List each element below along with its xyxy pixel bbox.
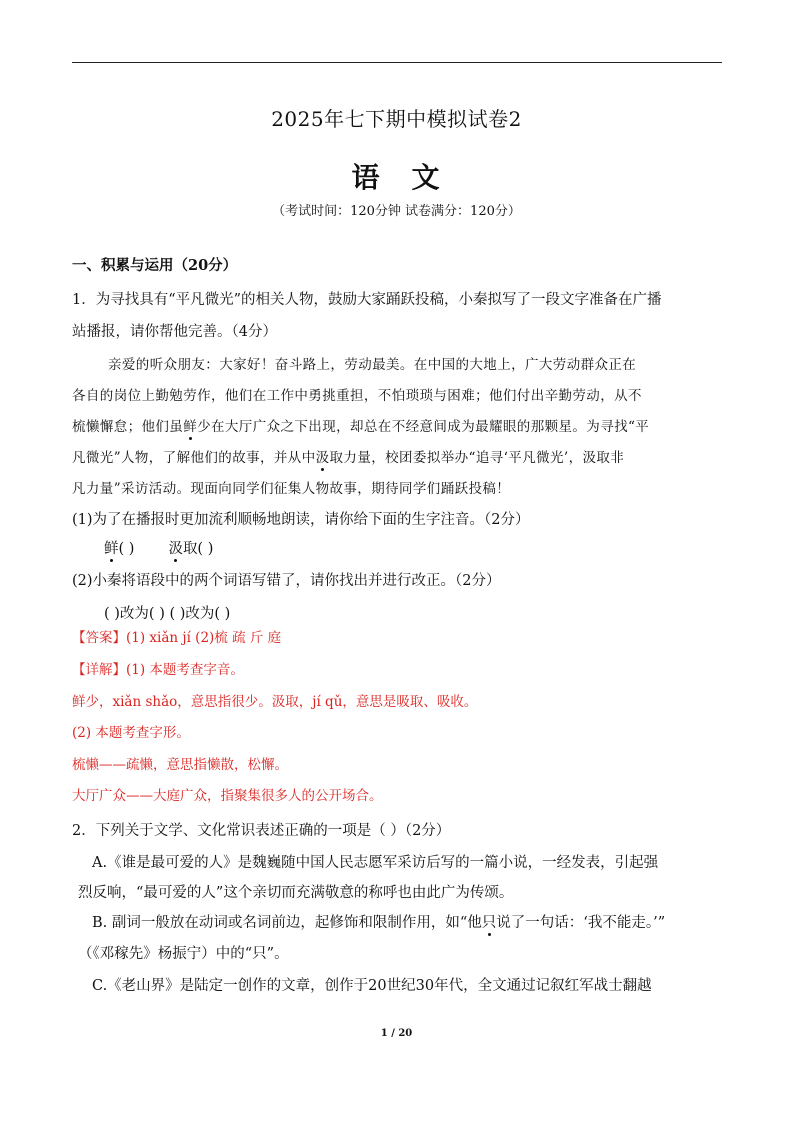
dotted-char-xian: 鲜 — [183, 419, 198, 435]
exam-title: 2025年七下期中模拟试卷2 — [271, 107, 522, 131]
q1-answer: 【答案】(1) xiǎn jí (2)梳 疏 斤 庭 — [72, 630, 282, 646]
answer-blank: 取( ) — [182, 541, 214, 557]
q2-option-a-line2: 烈反响，“最可爱的人”这个亲切而充满敬意的称呼也由此广为传颂。 — [78, 885, 514, 901]
q1-sub2-blanks: ( )改为( ) ( )改为( ) — [104, 606, 231, 622]
section-heading: 一、积累与运用（20分） — [72, 257, 238, 274]
dotted-char-ji: 汲 — [315, 450, 330, 466]
page-number: 1 / 20 — [380, 1028, 413, 1039]
q1-passage-line2: 各自的岗位上勤勉劳作，他们在工作中勇挑重担，不怕琐琐与困难；他们付出辛勤劳动，从不 — [72, 388, 642, 404]
q1-passage-line5: 凡力量”采访活动。现面向同学们征集人物故事，期待同学们踊跃投稿！ — [72, 481, 511, 497]
q1-explain-label: 【详解】(1) 本题考查字音。 — [72, 662, 244, 678]
q1-passage-line4 — [72, 448, 722, 468]
q1-stem-line1: 1．为寻找具有“平凡微光”的相关人物，鼓励大家踊跃投稿，小秦拟写了一段文字准备在广播 — [72, 292, 662, 308]
q1-sub2: (2)小秦将语段中的两个词语写错了，请你找出并进行改正。（2分） — [72, 573, 501, 589]
q1-explain-line2: (2) 本题考查字形。 — [72, 725, 190, 741]
q1-explain-line4: 大厅广众——大庭广众，指聚集很多人的公开场合。 — [72, 788, 383, 804]
q1-explain-line1: 鲜少，xiǎn shǎo，意思指很少。汲取，jí qǔ，意思是吸取、吸收。 — [72, 694, 478, 710]
header-rule — [72, 62, 722, 63]
exam-info: （考试时间：120分钟 试卷满分：120分） — [272, 204, 521, 219]
q2-option-b-line2: （《邓稼先》杨振宁）中的“只”。 — [78, 946, 289, 962]
passage-text: 取力量，校团委拟举办“追寻‘平凡微光’，汲取非 — [329, 450, 625, 466]
q2-option-a-line1: A.《谁是最可爱的人》是魏巍随中国人民志愿军采访后写的一篇小说，一经发表，引起强 — [92, 855, 659, 871]
q2-stem: 2．下列关于文学、文化常识表述正确的一项是（ ）（2分） — [72, 823, 451, 839]
passage-text: 凡微光”人物，了解他们的故事，并从中 — [72, 450, 316, 466]
q1-passage-line1: 亲爱的听众朋友：大家好！奋斗路上，劳动最美。在中国的大地上，广大劳动群众正在 — [108, 357, 637, 373]
option-text: B. 副词一般放在动词或名词前边，起修饰和限制作用，如“他 — [92, 915, 482, 931]
q1-sub1-blanks — [104, 539, 754, 559]
q1-explain-line3: 梳懒——疏懒，意思指懒散，松懈。 — [72, 757, 288, 773]
passage-text: 梳懒懈怠；他们虽 — [72, 419, 184, 435]
q1-passage-line3 — [72, 417, 722, 437]
dotted-char-ji: 汲 — [168, 541, 183, 557]
q2-option-c-line1: C.《老山界》是陆定一创作的文章，创作于20世纪30年代，全文通过记叙红军战士翻越 — [92, 978, 652, 994]
answer-blank: ( ) — [118, 541, 135, 557]
passage-text: 少在大厅广众之下出现，却总在不经意间成为最耀眼的那颗星。为寻找“平 — [197, 419, 650, 435]
q2-option-b-line1 — [92, 913, 722, 933]
dotted-char-zhi: 只 — [481, 915, 497, 931]
subject-title: 语文 — [351, 161, 472, 194]
q1-stem-line2: 站播报，请你帮他完善。（4分） — [72, 324, 277, 340]
dotted-char-xian: 鲜 — [104, 541, 119, 557]
q1-sub1: (1)为了在播报时更加流利顺畅地朗读，请你给下面的生字注音。（2分） — [72, 512, 530, 528]
option-text: 说了一句话：‘我不能走。’” — [496, 915, 666, 931]
